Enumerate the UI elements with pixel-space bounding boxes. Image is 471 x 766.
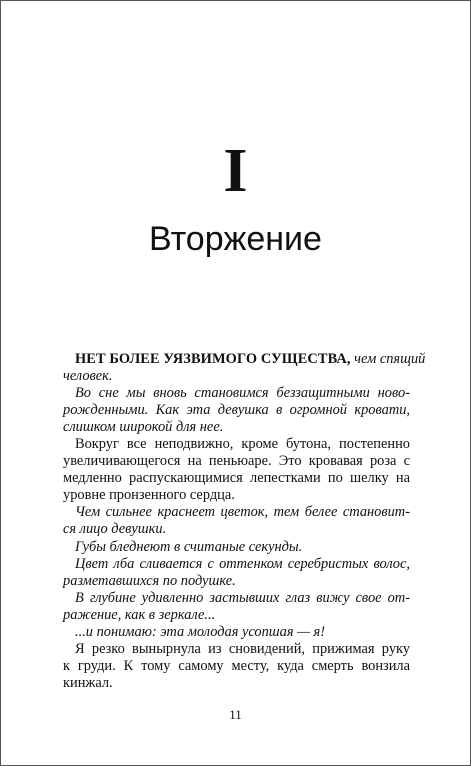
chapter-body: [63, 351, 426, 692]
text-line: Я резко вынырнула из сновидений, прижимая руку: [75, 640, 410, 657]
chapter-title: Вторжение: [149, 220, 322, 258]
text-line: кинжал.: [63, 674, 113, 691]
text-line: увеличивающегося на пеньюаре. Это кровавая роза с: [63, 453, 410, 470]
paragraph: [63, 641, 410, 692]
text-line: ся лицо девушки.: [63, 521, 167, 538]
text-line: разметавшихся по подушке.: [63, 572, 236, 589]
text-line: [63, 351, 426, 368]
text-line: Цвет лба сливается с оттенком серебристых волос,: [75, 555, 410, 572]
paragraph: [63, 436, 410, 504]
text-line: рожденными. Как эта девушка в огромной кровати,: [63, 402, 410, 419]
opening-rest: чем спящий: [350, 351, 426, 367]
paragraph: [63, 624, 410, 641]
paragraph: [63, 351, 426, 385]
text-line: медленно распускающимися лепестками по шелку на: [63, 470, 410, 487]
text-line: В глубине удивленно застывших глаз вижу свое от-: [75, 589, 410, 606]
paragraph: [63, 556, 410, 590]
text-line: человек.: [63, 368, 113, 385]
opening-caps: НЕТ БОЛЕЕ УЯЗВИМОГО СУЩЕСТВА,: [75, 351, 351, 367]
chapter-number: I: [223, 137, 248, 205]
paragraph: [63, 539, 410, 556]
text-line: Во сне мы вновь становимся беззащитными ново-: [75, 385, 410, 402]
paragraph: [63, 504, 410, 538]
text-line: Вокруг все неподвижно, кроме бутона, постепенно: [75, 436, 410, 453]
text-line: слишком широкой для нее.: [63, 419, 224, 436]
paragraph: [63, 590, 410, 624]
page-number: 11: [229, 707, 242, 722]
text-line: Чем сильнее краснеет цветок, тем белее становит-: [75, 504, 410, 521]
text-line: уровне пронзенного сердца.: [63, 487, 235, 504]
text-line: ...и понимаю: эта молодая усопшая — я!: [75, 623, 326, 640]
text-line: ражение, как в зеркале...: [63, 606, 216, 623]
paragraph: [63, 385, 410, 436]
text-line: к груди. К тому самому месту, куда смерть вонзила: [63, 657, 410, 674]
text-line: Губы бледнеют в считаные секунды.: [75, 538, 303, 555]
